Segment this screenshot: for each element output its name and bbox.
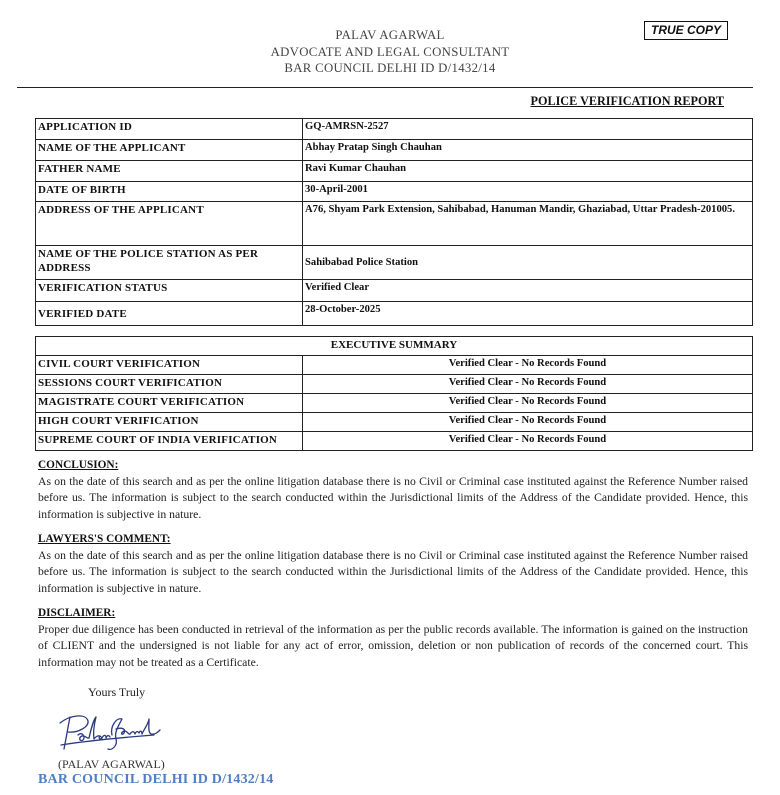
- table-row: [36, 375, 753, 394]
- court-result: Verified Clear - No Records Found: [303, 432, 753, 451]
- summary-heading: EXECUTIVE SUMMARY: [36, 337, 753, 356]
- detail-label: APPLICATION ID: [36, 119, 303, 140]
- disclaimer-section: [38, 605, 748, 671]
- table-row: [36, 302, 753, 326]
- disclaimer-text: Proper due diligence has been conducted in retrieval of the information as per the public records available. The information is gained on the instruction of CLIENT and the undersigned is not liable for any act of error, omission, deletion or non publication of records of the concerned court. This information may not be treated as a Certificate.: [38, 622, 748, 669]
- detail-value: Sahibabad Police Station: [303, 246, 753, 280]
- table-row: [36, 119, 753, 140]
- closing-salutation: Yours Truly: [88, 685, 146, 699]
- lawyers-comment-label: LAWYERS'S COMMENT:: [38, 533, 171, 545]
- detail-label: NAME OF THE POLICE STATION AS PER ADDRESS: [36, 246, 303, 280]
- court-name: CIVIL COURT VERIFICATION: [36, 356, 303, 375]
- court-result: Verified Clear - No Records Found: [303, 394, 753, 413]
- advocate-designation: ADVOCATE AND LEGAL CONSULTANT: [270, 44, 510, 59]
- header-divider: [17, 87, 753, 88]
- detail-value: A76, Shyam Park Extension, Sahibabad, Hanuman Mandir, Ghaziabad, Uttar Pradesh-201005.: [303, 202, 753, 246]
- court-name: SESSIONS COURT VERIFICATION: [36, 375, 303, 394]
- bar-council-id: BAR COUNCIL DELHI ID D/1432/14: [284, 61, 496, 75]
- court-name: SUPREME COURT OF INDIA VERIFICATION: [36, 432, 303, 451]
- signatory-name: (PALAV AGARWAL): [58, 757, 165, 771]
- handwritten-signature: [56, 705, 166, 755]
- table-row: [36, 161, 753, 182]
- advocate-name: PALAV AGARWAL: [335, 28, 445, 42]
- signatory-bar-council-id: BAR COUNCIL DELHI ID D/1432/14: [38, 772, 274, 787]
- detail-label: FATHER NAME: [36, 161, 303, 182]
- detail-label: ADDRESS OF THE APPLICANT: [36, 202, 303, 246]
- table-row: [36, 182, 753, 202]
- executive-summary-table: [35, 336, 753, 451]
- true-copy-stamp: TRUE COPY: [644, 21, 728, 40]
- detail-label: VERIFICATION STATUS: [36, 280, 303, 302]
- court-name: MAGISTRATE COURT VERIFICATION: [36, 394, 303, 413]
- detail-label: DATE OF BIRTH: [36, 182, 303, 202]
- detail-value: Abhay Pratap Singh Chauhan: [303, 140, 753, 161]
- disclaimer-label: DISCLAIMER:: [38, 607, 116, 619]
- table-row: [36, 394, 753, 413]
- court-result: Verified Clear - No Records Found: [303, 356, 753, 375]
- lawyers-comment-text: As on the date of this search and as per the online litigation database there is no Civil or Criminal case instituted against the Reference Number raised before us. The information is subject to the search conducted within the Jurisdictional limits of the Address of the Candidate provided. Hence, this information is subjective in nature.: [38, 548, 748, 595]
- detail-label: NAME OF THE APPLICANT: [36, 140, 303, 161]
- detail-value: 30-April-2001: [303, 182, 753, 202]
- table-row: [36, 413, 753, 432]
- detail-value: 28-October-2025: [303, 302, 753, 326]
- court-result: Verified Clear - No Records Found: [303, 413, 753, 432]
- summary-heading-row: [36, 337, 753, 356]
- table-row: [36, 202, 753, 246]
- conclusion-text: As on the date of this search and as per the online litigation database there is no Civil or Criminal case instituted against the Reference Number raised before us. The information is subject to the search conducted within the Jurisdictional limits of the Address of the Candidate provided. Hence, this information is subjective in nature.: [38, 474, 748, 521]
- detail-value: GQ-AMRSN-2527: [303, 119, 753, 140]
- court-result: Verified Clear - No Records Found: [303, 375, 753, 394]
- conclusion-section: [38, 457, 748, 523]
- table-row: [36, 432, 753, 451]
- report-title: POLICE VERIFICATION REPORT: [530, 94, 724, 108]
- detail-value: Verified Clear: [303, 280, 753, 302]
- table-row: [36, 246, 753, 280]
- table-row: [36, 280, 753, 302]
- detail-label: VERIFIED DATE: [36, 302, 303, 326]
- court-name: HIGH COURT VERIFICATION: [36, 413, 303, 432]
- table-row: [36, 140, 753, 161]
- applicant-details-table: [35, 118, 753, 326]
- conclusion-label: CONCLUSION:: [38, 459, 119, 471]
- table-row: [36, 356, 753, 375]
- detail-value: Ravi Kumar Chauhan: [303, 161, 753, 182]
- lawyers-comment-section: [38, 531, 748, 597]
